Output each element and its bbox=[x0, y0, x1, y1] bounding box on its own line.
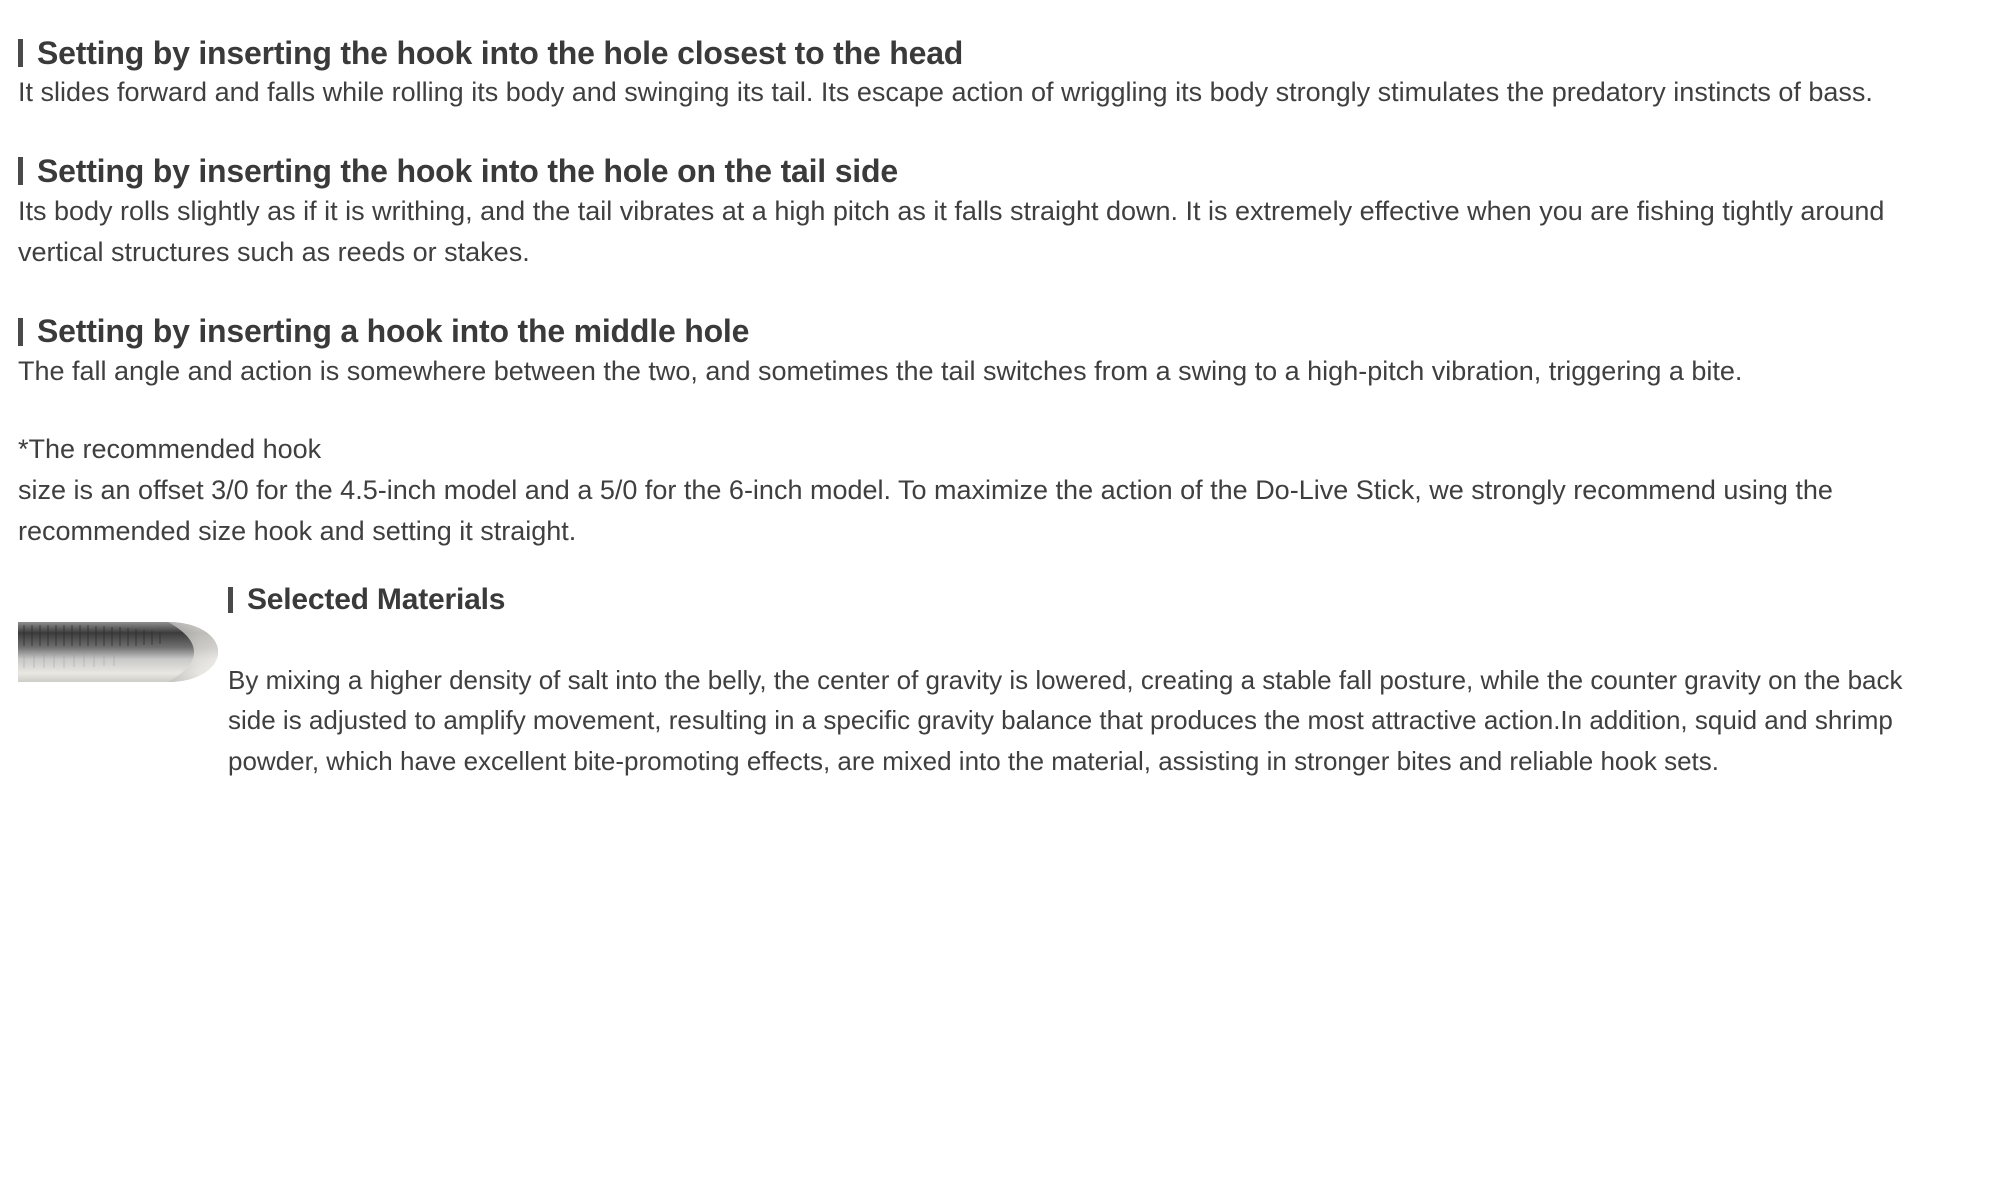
heading-bar-icon bbox=[18, 157, 23, 185]
heading-bar-icon bbox=[18, 318, 23, 346]
lure-image bbox=[18, 612, 228, 692]
selected-materials-heading bbox=[228, 582, 1940, 618]
note-line-2: size is an offset 3/0 for the 4.5-inch model and a 5/0 for the 6-inch model. To maximize the action of the Do-Live Stick, we strongly recommend using the recommended size hook and setting it straight. bbox=[18, 474, 1833, 546]
selected-materials-content bbox=[228, 582, 1940, 782]
section-heading-text: Setting by inserting a hook into the middle hole bbox=[37, 313, 750, 350]
section-body-tail-hole: Its body rolls slightly as if it is writhing, and the tail vibrates at a high pitch as it falls straight down. It is extremely effective when you are fishing tightly around vertical structures such as reeds or stakes. bbox=[18, 195, 1885, 268]
selected-materials-heading-text: Selected Materials bbox=[247, 582, 506, 616]
selected-materials-section bbox=[18, 582, 1940, 842]
section-body-middle-hole: The fall angle and action is somewhere between the two, and sometimes the tail switches from a swing to a high-pitch vibration, triggering a bite. bbox=[18, 355, 1743, 386]
heading-bar-icon bbox=[228, 587, 233, 613]
hook-size-note bbox=[18, 429, 1940, 552]
section-heading-text: Setting by inserting the hook into the hole on the tail side bbox=[37, 153, 898, 190]
section-heading-head-hole bbox=[18, 34, 1940, 72]
heading-bar-icon bbox=[18, 39, 23, 67]
section-heading-text: Setting by inserting the hook into the hole closest to the head bbox=[37, 35, 964, 71]
soft-plastic-lure-photo-icon bbox=[18, 612, 228, 692]
section-heading-tail-hole bbox=[18, 152, 1940, 190]
section-body-head-hole: It slides forward and falls while rolling its body and swinging its tail. Its escape action of wriggling its body strongly stimulates the predatory instincts of bass. bbox=[18, 77, 1873, 108]
selected-materials-body: By mixing a higher density of salt into the belly, the center of gravity is lowered, creating a stable fall posture, while the counter gravity on the back side is adjusted to amplify movement, resulting in a specific gravity balance that produces the most attractive action.In addition, squid and shrimp powder, which have excellent bite-promoting effects, are mixed into the material, assisting in stronger bites and reliable hook sets. bbox=[228, 664, 1903, 776]
section-heading-middle-hole bbox=[18, 312, 1940, 350]
note-line-1: *The recommended hook bbox=[18, 433, 322, 464]
